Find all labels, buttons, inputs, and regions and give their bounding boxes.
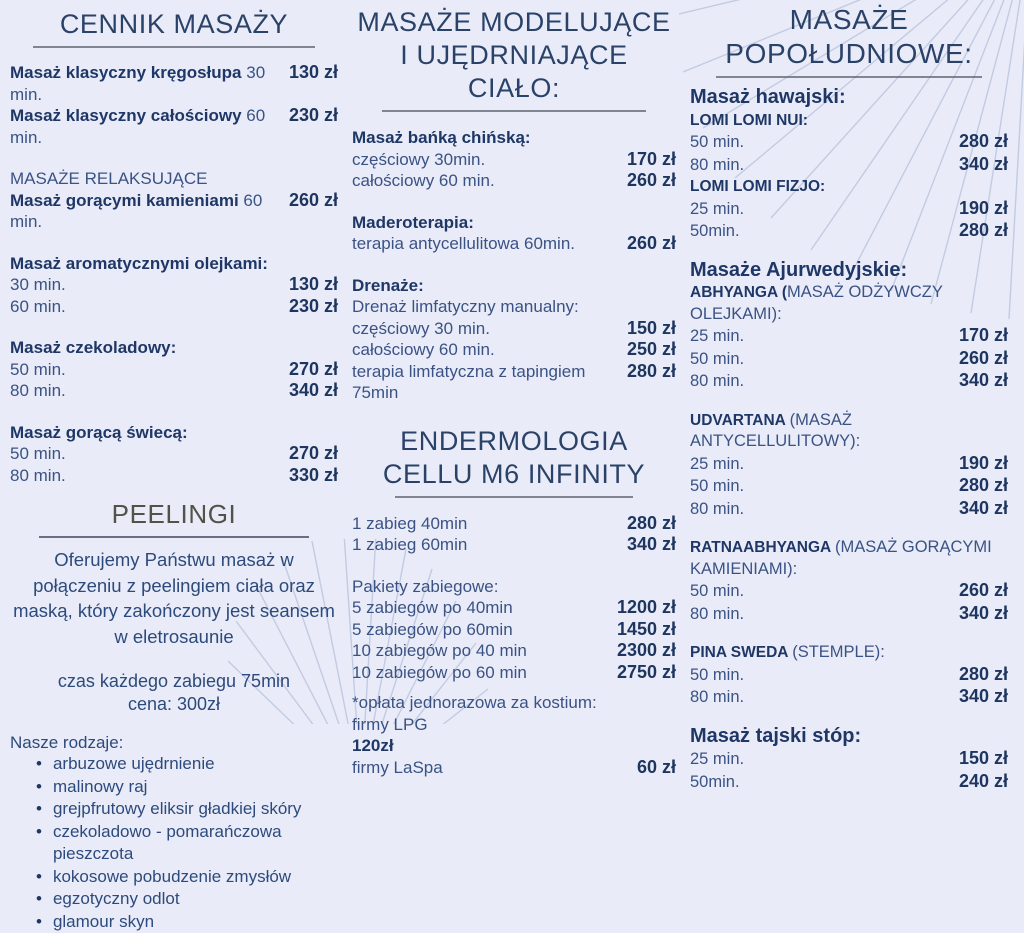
row-label: 5 zabiegów po 40min (352, 597, 513, 619)
page-title: CENNIK MASAŻY (10, 8, 338, 41)
row-price: 150 zł (627, 318, 676, 340)
price-row (352, 757, 676, 779)
row-price: 340 zł (959, 603, 1008, 625)
spacer (10, 233, 338, 253)
price-list (10, 62, 338, 486)
spacer (690, 709, 1008, 726)
row-label: terapia limfatyczna z tapingiem 75min (352, 361, 619, 404)
spacer (10, 317, 338, 337)
row-price: 130 zł (289, 274, 338, 296)
price-row (690, 603, 1008, 626)
row-label-bold: Masaże Ajurwedyjskie: (690, 259, 907, 281)
row-label: całościowy 60 min. (352, 170, 495, 192)
row-label-rest: (MASAŻ GORĄCYMI KAMIENIAMI): (690, 538, 992, 578)
price-list (690, 87, 1008, 793)
row-price: 280 zł (627, 513, 676, 535)
row-label-rest: 60 min. (10, 106, 265, 147)
row-price: 340 zł (959, 686, 1008, 708)
row-label: 50 min. (690, 665, 744, 687)
row-label-caps: RATNAABHYANGA (690, 539, 835, 556)
price-row (690, 664, 1008, 687)
price-row (690, 87, 1008, 110)
row-label-bold: Masaż hawajski: (690, 86, 846, 108)
row-price: 260 zł (959, 348, 1008, 370)
row-label: 10 zabiegów po 60 min (352, 662, 527, 684)
row-price: 340 zł (959, 154, 1008, 176)
list-item (36, 911, 338, 933)
row-label (10, 105, 281, 148)
row-price: 340 zł (959, 498, 1008, 520)
row-label (690, 537, 1008, 580)
row-label-bold: Masaż gorącą świecą: (10, 423, 188, 442)
row-label-rest: 30 min. (10, 63, 265, 104)
bullet-icon: • (36, 798, 42, 821)
row-price: 270 zł (289, 443, 338, 465)
spacer (352, 556, 676, 576)
row-label: 50min. (690, 772, 740, 794)
price-row (352, 233, 676, 255)
row-price: 170 zł (959, 325, 1008, 347)
row-label (352, 127, 531, 149)
price-row (690, 220, 1008, 243)
row-label: 1 zabieg 40min (352, 513, 467, 535)
price-row (352, 170, 676, 192)
price-row (10, 359, 338, 381)
row-label-caps: LOMI LOMI NUI: (690, 112, 808, 129)
section-title-peelingi: PEELINGI (10, 498, 338, 531)
row-price: 2750 zł (617, 662, 676, 684)
peelingi-notes (10, 670, 338, 716)
price-row (690, 642, 1008, 664)
row-price: 230 zł (289, 105, 338, 127)
row-price: 1200 zł (617, 597, 676, 619)
price-row (690, 726, 1008, 749)
row-label-caps: ABHYANGA ( (690, 284, 787, 301)
row-label: 25 min. (690, 326, 744, 348)
price-row (690, 348, 1008, 371)
title-underline (39, 536, 309, 538)
row-label (10, 337, 176, 359)
price-row (10, 274, 338, 296)
row-label: częściowy 30 min. (352, 318, 490, 340)
list-item-label: kokosowe pobudzenie zmysłów (53, 866, 291, 889)
spacer (10, 402, 338, 422)
spacer (352, 255, 676, 275)
row-label-bold: Masaż tajski stóp: (690, 725, 861, 747)
row-label: Pakiety zabiegowe: (352, 576, 498, 598)
price-row (10, 337, 338, 359)
price-row (690, 453, 1008, 476)
row-label-bold: Masaż aromatycznymi olejkami: (10, 254, 268, 273)
row-label: firmy LPG (352, 714, 428, 736)
row-price: 280 zł (959, 131, 1008, 153)
price-row (690, 282, 1008, 325)
row-label (690, 87, 846, 110)
title-line-2: I UJĘDRNIAJĄCE CIAŁO: (352, 39, 676, 105)
row-label: 50 min. (10, 443, 66, 465)
row-price: 260 zł (289, 190, 338, 212)
price-row (690, 410, 1008, 453)
price-list (352, 127, 676, 404)
title-line-2: CELLU M6 INFINITY (352, 458, 676, 491)
row-price: 230 zł (289, 296, 338, 318)
row-price: 280 zł (959, 475, 1008, 497)
row-label (690, 282, 1008, 325)
price-row (690, 771, 1008, 794)
bullet-list-intro: Nasze rodzaje: (10, 733, 338, 753)
row-label-bold: Masaż klasyczny całościowy (10, 106, 242, 125)
price-row (10, 443, 338, 465)
row-label-bold: Masaż bańką chińską: (352, 128, 531, 147)
row-price: 260 zł (959, 580, 1008, 602)
price-row (352, 318, 676, 340)
row-price: 280 zł (959, 664, 1008, 686)
spacer (690, 625, 1008, 642)
spacer (690, 243, 1008, 260)
row-label: MASAŻE RELAKSUJĄCE (10, 168, 207, 190)
list-item-label: egzotyczny odlot (53, 888, 180, 911)
price-row (352, 735, 676, 757)
row-label-rest: 60 min. (10, 191, 262, 232)
row-label: 50min. (690, 221, 740, 243)
row-label-caps: LOMI LOMI FIZJO: (690, 178, 825, 195)
row-label: 60 min. (10, 296, 66, 318)
row-price: 260 zł (627, 233, 676, 255)
price-row (10, 380, 338, 402)
row-price: 190 zł (959, 198, 1008, 220)
title-underline (716, 76, 982, 78)
list-item (36, 753, 338, 776)
price-row (352, 513, 676, 535)
price-row (10, 253, 338, 275)
list-item-label: grejpfrutowy eliksir gładkiej skóry (53, 798, 301, 821)
price-row (690, 260, 1008, 283)
bullet-icon: • (36, 776, 42, 799)
list-item-label: glamour skyn (53, 911, 154, 933)
row-price: 280 zł (959, 220, 1008, 242)
row-label: 50 min. (690, 132, 744, 154)
price-row (352, 296, 676, 318)
price-row (10, 62, 338, 105)
row-label: całościowy 60 min. (352, 339, 495, 361)
row-label: Drenaż limfatyczny manualny: (352, 296, 579, 318)
row-label-bold: Masaż czekoladowy: (10, 338, 176, 357)
list-item-label: malinowy raj (53, 776, 147, 799)
spacer (690, 520, 1008, 537)
row-label: firmy LaSpa (352, 757, 443, 779)
title-underline (395, 496, 633, 498)
title-underline (33, 46, 315, 48)
row-label: 50 min. (690, 581, 744, 603)
row-price: 330 zł (289, 465, 338, 487)
price-row (352, 127, 676, 149)
row-price: 340 zł (627, 534, 676, 556)
price-row (690, 131, 1008, 154)
row-label (352, 212, 474, 234)
price-row (352, 619, 676, 641)
bullet-icon: • (36, 866, 42, 889)
row-price: 280 zł (627, 361, 676, 383)
price-row (10, 105, 338, 148)
row-label (10, 253, 268, 275)
title-line-1: MASAŻE MODELUJĄCE (352, 6, 676, 39)
row-label-bold: Drenaże: (352, 276, 424, 295)
row-label (10, 190, 281, 233)
spacer (352, 192, 676, 212)
row-label-bold: Masaż klasyczny kręgosłupa (10, 63, 242, 82)
row-label: częściowy 30min. (352, 149, 485, 171)
row-label: 25 min. (690, 749, 744, 771)
row-label-caps: UDVARTANA (690, 412, 790, 429)
row-label (690, 410, 1008, 453)
price-row (690, 325, 1008, 348)
row-label: 25 min. (690, 199, 744, 221)
price-row (690, 154, 1008, 177)
row-label: 50 min. (10, 359, 66, 381)
row-price: 240 zł (959, 771, 1008, 793)
price-row (690, 475, 1008, 498)
list-item (36, 776, 338, 799)
section-title-endermologia (352, 425, 676, 491)
row-label: 1 zabieg 60min (352, 534, 467, 556)
row-price: 250 zł (627, 339, 676, 361)
bullet-icon: • (36, 821, 42, 866)
row-label: 50 min. (690, 349, 744, 371)
row-price: 340 zł (959, 370, 1008, 392)
row-label: 80 min. (690, 687, 744, 709)
row-label-bold: Maderoterapia: (352, 213, 474, 232)
list-item-label: arbuzowe ujędrnienie (53, 753, 215, 776)
row-price: 190 zł (959, 453, 1008, 475)
price-row (690, 370, 1008, 393)
title-line-2: POPOŁUDNIOWE: (690, 37, 1008, 71)
row-label-bold: 120zł (352, 736, 394, 755)
peelingi-description: Oferujemy Państwu masaż w połączeniu z peelingiem ciała oraz maską, który zakończony jest seansem w eletrosaunie (10, 547, 338, 649)
row-label: 50 min. (690, 476, 744, 498)
row-price: 150 zł (959, 748, 1008, 770)
spacer (690, 393, 1008, 410)
row-label: 80 min. (690, 371, 744, 393)
price-note: cena: 300zł (10, 693, 338, 716)
price-list (352, 513, 676, 779)
price-row (690, 686, 1008, 709)
price-row (690, 537, 1008, 580)
price-row (352, 212, 676, 234)
list-item (36, 888, 338, 911)
row-price: 260 zł (627, 170, 676, 192)
price-row (352, 576, 676, 598)
row-label: 25 min. (690, 454, 744, 476)
row-label (690, 726, 861, 749)
row-label-rest: MASAŻ ODŻYWCZY OLEJKAMI): (690, 283, 943, 323)
list-item (36, 821, 338, 866)
bullet-icon: • (36, 911, 42, 933)
price-row (690, 580, 1008, 603)
price-row (690, 498, 1008, 521)
row-label-rest: (STEMPLE): (792, 643, 885, 661)
row-label: 80 min. (690, 604, 744, 626)
row-label (690, 642, 885, 664)
row-label: 10 zabiegów po 40 min (352, 640, 527, 662)
price-row (352, 640, 676, 662)
row-label (690, 176, 825, 198)
price-row (690, 176, 1008, 198)
price-row (352, 662, 676, 684)
row-label (352, 735, 394, 757)
price-row (690, 748, 1008, 771)
price-row (10, 422, 338, 444)
column-masaze-popoludniowe (690, 0, 1008, 793)
bullet-icon: • (36, 888, 42, 911)
row-price: 340 zł (289, 380, 338, 402)
row-label-bold: Masaż gorącymi kamieniami (10, 191, 239, 210)
row-price: 270 zł (289, 359, 338, 381)
price-row (352, 534, 676, 556)
row-label (10, 62, 281, 105)
row-label: terapia antycellulitowa 60min. (352, 233, 575, 255)
spacer (10, 148, 338, 168)
row-label (690, 260, 907, 283)
row-label-rest: (MASAŻ ANTYCELLULITOWY): (690, 411, 860, 451)
list-item (36, 798, 338, 821)
price-row (10, 168, 338, 190)
title-line-1: MASAŻE (690, 3, 1008, 37)
price-row (352, 361, 676, 404)
price-row (10, 190, 338, 233)
row-label: 80 min. (690, 499, 744, 521)
row-price: 60 zł (637, 757, 676, 779)
row-price: 2300 zł (617, 640, 676, 662)
price-row (352, 339, 676, 361)
row-price: 1450 zł (617, 619, 676, 641)
list-item (36, 866, 338, 889)
title-underline (382, 110, 646, 112)
title-line-1: ENDERMOLOGIA (352, 425, 676, 458)
price-row (352, 597, 676, 619)
bullet-icon: • (36, 753, 42, 776)
row-label: 30 min. (10, 274, 66, 296)
price-row (10, 296, 338, 318)
row-price: 130 zł (289, 62, 338, 84)
row-label-caps: PINA SWEDA (690, 644, 792, 661)
row-label: 80 min. (10, 465, 66, 487)
price-row (352, 275, 676, 297)
row-price: 170 zł (627, 149, 676, 171)
column-cennik-masazy (10, 0, 338, 933)
row-label (10, 422, 188, 444)
price-row (352, 714, 676, 736)
duration-note: czas każdego zabiegu 75min (10, 670, 338, 693)
section-title-modelujace (352, 6, 676, 105)
price-row (690, 198, 1008, 221)
row-label: 5 zabiegów po 60min (352, 619, 513, 641)
peelingi-bullet-list (10, 753, 338, 933)
spacer (352, 683, 676, 692)
price-row (690, 110, 1008, 132)
column-masaze-modelujace (352, 0, 676, 778)
section-title-popoludniowe (690, 3, 1008, 71)
row-label: 80 min. (10, 380, 66, 402)
row-label (352, 275, 424, 297)
row-label (690, 110, 808, 132)
row-label: *opłata jednorazowa za kostium: (352, 692, 597, 714)
list-item-label: czekoladowo - pomarańczowa pieszczota (53, 821, 338, 866)
price-row (352, 149, 676, 171)
price-row (352, 692, 676, 714)
price-row (10, 465, 338, 487)
row-label: 80 min. (690, 155, 744, 177)
